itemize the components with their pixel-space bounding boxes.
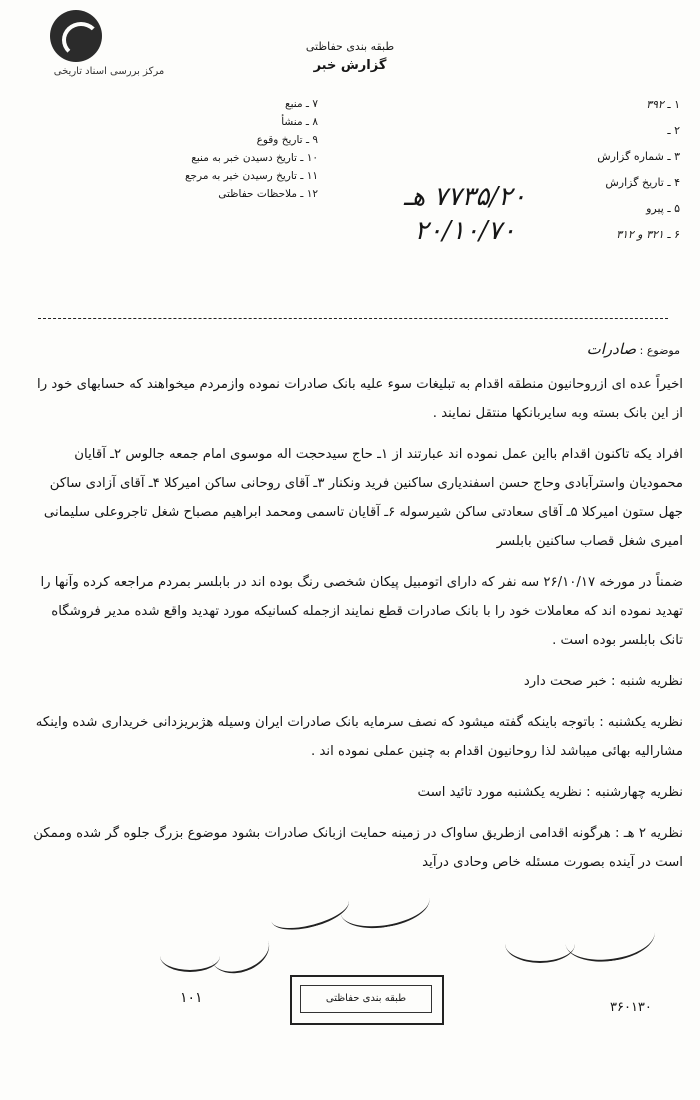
subject-label: موضوع: [646, 344, 680, 357]
footer-number-right: ۳۶۰۱۳۰: [610, 1000, 652, 1015]
meta-left-row: [28, 95, 318, 113]
handwritten-report-number: [380, 180, 550, 248]
signature-middle: [270, 885, 440, 955]
handwritten-number: ۷۷۳۵/۲۰ هـ: [403, 182, 527, 212]
meta-right-row: [410, 144, 680, 170]
meta-right-label: ۵ ـ پیرو: [646, 202, 680, 215]
meta-left-row: [28, 185, 318, 203]
meta-right-label: ۴ ـ تاریخ گزارش: [605, 176, 680, 189]
meta-left-label: ۹ ـ تاریخ وقوع: [256, 134, 318, 146]
logo-swoosh-icon: [62, 22, 100, 58]
subject-value: صادرات: [586, 340, 637, 358]
meta-left-row: [28, 149, 318, 167]
signature-stroke: [337, 878, 433, 935]
meta-right-row: [410, 92, 680, 118]
meta-right-value: ۳۹۲: [646, 98, 664, 111]
subject-line: موضوع : صادرات: [586, 340, 680, 358]
opinion-wednesday: نظریه چهارشنبه : نظریه یکشنبه مورد تائید است: [417, 785, 683, 800]
meta-left-block: [28, 95, 318, 203]
meta-left-row: [28, 113, 318, 131]
handwritten-date: ۲۰/۱۰/۷۰: [414, 216, 516, 246]
report-body: [28, 370, 683, 889]
report-title: گزارش خبر: [313, 58, 387, 73]
meta-left-label: ۷ ـ منبع: [285, 98, 318, 110]
meta-left-row: [28, 167, 318, 185]
body-paragraph: ضمناً در مورخه ۲۶/۱۰/۱۷ سه نفر که دارای اتومبیل پیکان شخصی رنگ بوده اند در بابلسر بمردم مراجعه کرده وآنها را تهدید نموده اند که معاملات خود را با بانک صادرات قطع نمایند ازجمله کسانیکه مورد تهدید واقع شده مدیر فروشگاه تانک بابلسر بوده است .: [40, 575, 683, 648]
meta-right-label: ۳ ـ شماره گزارش: [597, 150, 680, 163]
meta-left-row: [28, 131, 318, 149]
opinion-sunday: نظریه یکشنبه : باتوجه باینکه گفته میشود که نصف سرمایه بانک صادرات ایران وسیله هژبریزدانی خریداری شده واینکه مشارالیه بهائی میباشد لذا روحانیون اقدام به چنین عملی نموده اند .: [35, 715, 683, 759]
classification-stamp: [290, 975, 444, 1025]
meta-right-row: [410, 118, 680, 144]
handwritten-date-footer: [505, 915, 665, 985]
meta-right-label: ۶ ـ: [667, 228, 680, 241]
body-paragraph: اخیراً عده ای ازروحانیون منطقه اقدام به تبلیغات سوء علیه بانک صادرات نموده وازمردم میخواهند که حسابهای خود را از این بانک بسته وبه سایربانکها منتقل نمایند .: [37, 377, 683, 421]
meta-right-label: ۲ ـ: [667, 124, 680, 137]
section-divider: [38, 318, 668, 319]
opinion-2h: نظریه ۲ هـ : هرگونه اقدامی ازطریق ساواک در زمینه حمایت ازبانک صادرات بشود موضوع بزرگ جلوه گر شده وممکن است در آینده بصورت مسئله خاص وحادی درآید: [33, 826, 683, 870]
meta-left-label: ۱۲ ـ ملاحظات حفاظتی: [218, 188, 318, 200]
meta-left-label: ۸ ـ منشأ: [281, 116, 318, 128]
classification-label: طبقه بندی حفاظتی: [305, 40, 395, 53]
meta-right-label: ۱ ـ: [667, 98, 680, 111]
signature-stroke: [562, 909, 658, 967]
meta-left-label: ۱۰ ـ تاریخ دسیدن خبر به منبع: [191, 152, 318, 164]
meta-left-label: ۱۱ ـ تاریخ رسیدن خبر به مرجع: [184, 170, 318, 182]
opinion-saturday: نظریه شنبه : خبر صحت دارد: [523, 674, 683, 689]
archive-logo: [14, 10, 204, 82]
stamp-label: طبقه بندی حفاظتی: [300, 985, 432, 1013]
body-paragraph: افراد یکه تاکنون اقدام بااین عمل نموده اند عبارتند از ۱ـ حاج سیدحجت اله موسوی امام جمعه جالوس ۲ـ آقایان محمودیان واسترآبادی وحاج حسن اسفندیاری ساکنین فرید ونکنار ۳ـ آقای روحانی ساکن امیرکلا ۴ـ آقای آزادی ساکن جهل ستون امیرکلا ۵ـ آقای سعادتی ساکن شیرسوله ۶ـ آقایان تاسمی ومحمد ابراهیم مصباح شغل تاجروعلی سلیمانی امیری شغل قصاب ساکنین بابلسر: [43, 447, 683, 549]
meta-right-value: ۳۲۱ و ۳۱۲: [616, 228, 664, 241]
footer-number-left: ۱۰۱: [180, 990, 203, 1006]
logo-text: مرکز بررسی اسناد تاریخی: [53, 66, 165, 77]
signature-stroke: [205, 921, 276, 981]
signature-left: [160, 930, 280, 990]
